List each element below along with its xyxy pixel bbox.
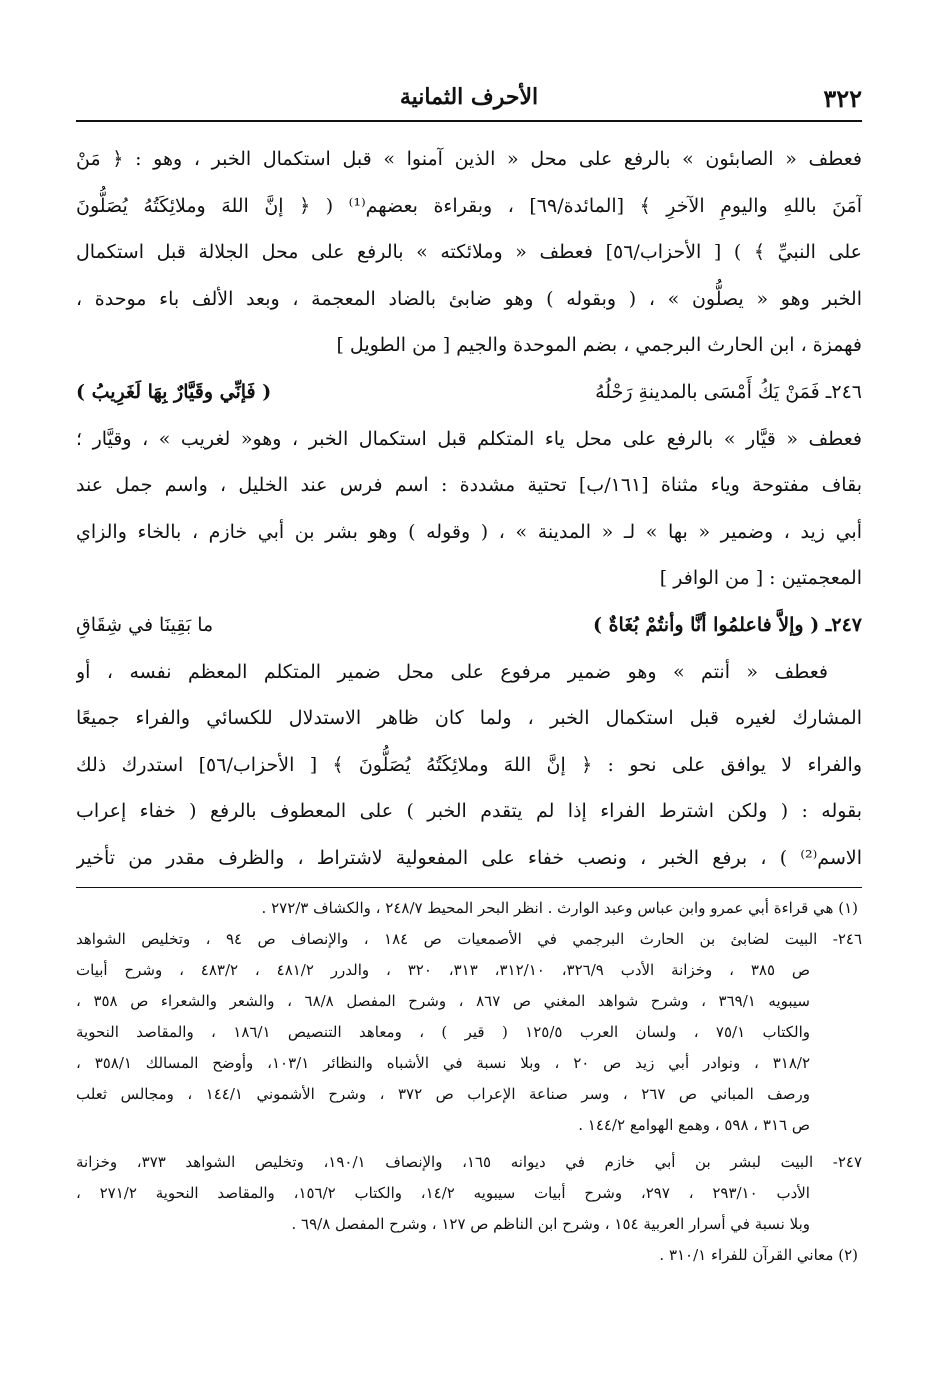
footnotes <box>76 893 862 1271</box>
verse-first-hemistich: ٢٤٦ـ فَمَنْ يَكُ أَمْسَى بالمدينةِ رَحْلُهُ <box>595 380 862 403</box>
verse-second-hemistich: ما بَقِينَا في شِقَاقِ <box>76 613 214 636</box>
footnote-246-line: ٣١٨/٢ ، ونوادر أبي زيد ص ٢٠ ، وبلا نسبة في الأشباه والنظائر ١٠٣/١، وأوضح المسالك ٣٥٨/١ ، <box>76 1054 811 1072</box>
footnote-2: (٢) معاني القرآن للفراء ٣١٠/١ . <box>659 1246 858 1264</box>
text-line: الخبر وهو « يصلُّون » ، ( وبقوله ) وهو ضابئ بالضاد المعجمة ، وبعد الألف باء موحدة ، <box>76 287 862 310</box>
footnote-247-line: ٢٤٧- البيت لبشر بن أبي خازم في ديوانه ١٦٥، والإنصاف ١٩٠/١، وتخليص الشواهد ٣٧٣، وخزانة <box>76 1153 862 1171</box>
verse-second-hemistich: ( فَإنِّي وقَيَّارٌ بِهَا لَغَرِيبُ ) <box>76 380 272 403</box>
verse-first-hemistich: ٢٤٧ـ ( وإلاَّ فاعلمُوا أنَّا وأنتُمْ بُغَاةٌ ) <box>592 613 862 636</box>
footnote-246-line: ٢٤٦- البيت لضابئ بن الحارث البرجمي في الأصمعيات ص ١٨٤ ، والإنصاف ص ٩٤ ، وتخليص الشواهد <box>76 930 862 948</box>
text-line: فعطف « الصابئون » بالرفع على محل « الذين آمنوا » قبل استكمال الخبر ، وهو : ﴿ مَنْ <box>76 148 862 170</box>
text-line: فهمزة ، ابن الحارث البرجمي ، بضم الموحدة والجيم [ من الطويل ] <box>336 334 862 357</box>
text-line: المشارك لغيره قبل استكمال الخبر ، ولما كان ظاهر الاستدلال للكسائي والفراء جميعًا <box>76 707 862 730</box>
text-line: أبي زيد ، وضمير « بها » لـ « المدينة » ، ( وقوله ) وهو بشر بن أبي خازم ، بالخاء والزاي <box>76 520 862 543</box>
text-line: على النبيِّ ﴾ ) [ الأحزاب/٥٦] فعطف « وملائكته » بالرفع على محل الجلالة قبل استكمال <box>76 241 862 264</box>
footnote-246-line: والكتاب ٧٥/١ ، ولسان العرب ١٢٥/٥ ( قير ) ، ومعاهد التنصيص ١٨٦/١ ، والمقاصد النحوية <box>76 1023 810 1041</box>
text-line: آمَنَ باللهِ واليومِ الآخرِ ﴾ [المائدة/٦٩] ، وبقراءة بعضهم⁽¹⁾ ( ﴿ إنَّ اللهَ وملائِكَتُهُ يُصَلُّونَ <box>76 194 862 217</box>
footnote-246-line: ص ٣١٦ ، ٥٩٨ ، وهمع الهوامع ١٤٤/٢ . <box>578 1116 810 1134</box>
footnote-247-line: وبلا نسبة في أسرار العربية ١٥٤ ، وشرح ابن الناظم ص ١٢٧ ، وشرح المفصل ٦٩/٨ . <box>291 1215 810 1233</box>
text-line: بقوله : ( ولكن اشترط الفراء إذا لم يتقدم الخبر ) على المعطوف بالرفع ( خفاء إعراب <box>76 800 862 823</box>
text-line: فعطف « أنتم » وهو ضمير مرفوع على محل ضمير المتكلم المعظم نفسه ، أو <box>76 660 828 683</box>
footnote-246-line: سيبويه ٣٦٩/١ ، وشرح شواهد المغني ص ٨٦٧ ، وشرح المفصل ٦٨/٨ ، والشعر والشعراء ص ٣٥٨ ، <box>76 992 810 1010</box>
footnote-246-line: ص ٣٨٥ ، وخزانة الأدب ٣٢٦/٩، ٣١٢/١٠، ٣١٣، ٣٢٠ ، والدرر ٤٨١/٢ ، ٤٨٣/٢ ، وشرح أبيات <box>76 961 811 979</box>
main-text <box>76 136 862 882</box>
verse-246 <box>76 369 862 416</box>
footnote-246-line: ورصف المباني ص ٢٦٧ ، وسر صناعة الإعراب ص ٣٧٢ ، وشرح الأشموني ١٤٤/١ ، ومجالس ثعلب <box>76 1085 810 1103</box>
page-number: ٣٢٢ <box>823 84 862 113</box>
text-line: فعطف « قيَّار » بالرفع على محل ياء المتكلم قبل استكمال الخبر ، وهو« لغريب » ، وقيَّار ؛ <box>76 427 862 450</box>
footnote-247-line: الأدب ٢٩٣/١٠ ، ٢٩٧، وشرح أبيات سيبويه ١٤/٢، والكتاب ١٥٦/٢، والمقاصد النحوية ٢٧١/٢ ، <box>76 1184 810 1202</box>
footnote-divider <box>76 887 862 888</box>
running-title: الأحرف الثمانية <box>399 84 539 110</box>
page-header <box>76 80 862 122</box>
text-line: بقاف مفتوحة وياء مثناة [١٦١/ب] تحتية مشددة : اسم فرس عند الخليل ، واسم جمل عند <box>76 474 862 497</box>
footnote-1: (١) هي قراءة أبي عمرو وابن عباس وعبد الوارث . انظر البحر المحيط ٢٤٨/٧ ، والكشاف ٢٧٢/٣ . <box>261 899 858 917</box>
text-line: المعجمتين : [ من الوافر ] <box>659 567 862 590</box>
text-line: الاسم⁽²⁾ ) ، برفع الخبر ، ونصب خفاء على المفعولية لاشتراط ، والظرف مقدر من تأخير <box>76 846 862 869</box>
verse-247 <box>76 602 862 649</box>
text-line: والفراء لا يوافق على نحو : ﴿ إنَّ اللهَ وملائِكَتُهُ يُصَلُّونَ ﴾ [ الأحزاب/٥٦] استدرك ذلك <box>76 753 862 776</box>
